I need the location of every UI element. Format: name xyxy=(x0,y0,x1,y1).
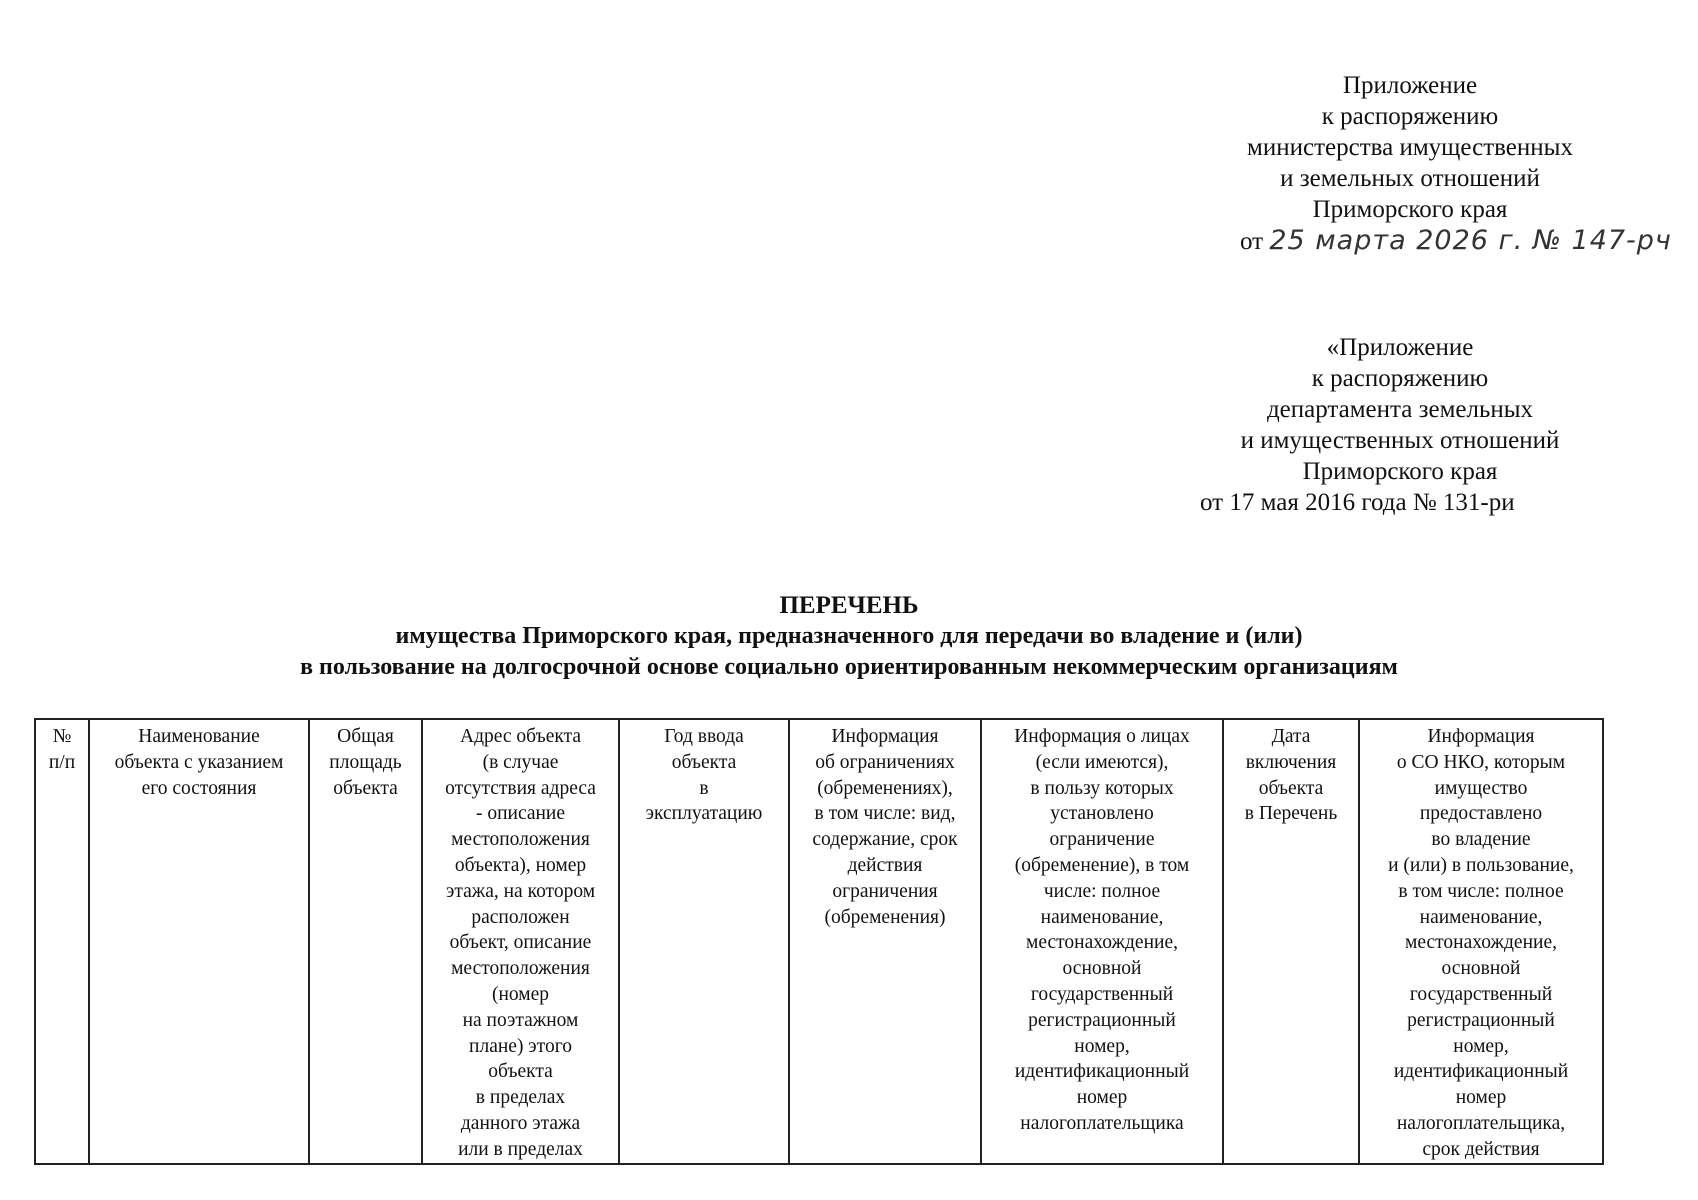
appendix-date-line xyxy=(1180,225,1672,257)
column-header-encumbrances xyxy=(789,719,981,1164)
column-header-line: (если имеются), xyxy=(1035,751,1169,773)
column-header-line: эксплуатацию xyxy=(645,803,763,825)
column-header-address xyxy=(422,719,619,1164)
column-header-line: регистрационный xyxy=(1407,1009,1555,1031)
column-header-inclusion-date xyxy=(1223,719,1359,1164)
column-header-line: о СО НКО, которым xyxy=(1396,751,1566,773)
column-header-area xyxy=(309,719,422,1164)
column-header-line: (в случае xyxy=(482,751,559,773)
column-header-line: объекта xyxy=(333,777,398,799)
column-header-line: идентификационный xyxy=(1014,1061,1190,1083)
appendix-header-line: Приморского края xyxy=(1312,196,1508,223)
column-header-line: местоположения xyxy=(451,829,590,851)
column-header-line: срок действия xyxy=(1422,1138,1540,1160)
column-header-number xyxy=(35,719,89,1164)
column-header-line: Информация о лицах xyxy=(1014,726,1190,747)
column-header-line: на поэтажном xyxy=(462,1009,579,1031)
column-header-nko-info xyxy=(1359,719,1603,1164)
appendix-header-line: к распоряжению xyxy=(1321,103,1499,130)
column-header-line: данного этажа xyxy=(460,1112,581,1134)
column-header-line: в пользу которых xyxy=(1030,777,1174,799)
column-header-line: основной xyxy=(1441,958,1521,980)
column-header-line: идентификационный xyxy=(1393,1061,1569,1083)
title-line-1: имущества Приморского края, предназначенного для передачи во владение и (или) xyxy=(395,623,1303,649)
column-header-line: об ограничениях xyxy=(815,751,955,773)
column-header-line: номер, xyxy=(1074,1035,1130,1057)
column-header-line: имущество xyxy=(1434,777,1528,799)
column-header-line: регистрационный xyxy=(1028,1009,1176,1031)
original-appendix-line: департамента земельных xyxy=(1266,396,1534,423)
column-header-line: расположен xyxy=(471,906,570,928)
column-header-line: - описание xyxy=(475,803,566,825)
appendix-header-line: министерства имущественных xyxy=(1247,134,1573,161)
column-header-line: местонахождение, xyxy=(1405,932,1557,954)
column-header-line: (обременение), в том xyxy=(1014,854,1190,876)
original-appendix-line: «Приложение xyxy=(1326,334,1474,361)
column-header-line: установлено xyxy=(1050,803,1154,825)
column-header-name xyxy=(89,719,309,1164)
column-header-line: номер xyxy=(1076,1087,1128,1109)
title-heading: ПЕРЕЧЕНЬ xyxy=(779,592,919,619)
column-header-line: предоставлено xyxy=(1419,803,1543,825)
column-header-line: содержание, срок xyxy=(812,829,958,851)
column-header-line: № xyxy=(52,726,72,747)
appendix-header-line: Приложение xyxy=(1342,72,1478,99)
column-header-line: (обременениях), xyxy=(817,777,953,799)
column-header-line: действия xyxy=(847,854,923,876)
original-appendix-header xyxy=(1170,332,1630,518)
column-header-line: в том числе: вид, xyxy=(814,803,956,825)
column-header-line: Общая xyxy=(337,726,394,747)
column-header-line: номер xyxy=(1455,1087,1507,1109)
column-header-line: местонахождение, xyxy=(1026,932,1178,954)
column-header-line: государственный xyxy=(1409,983,1553,1005)
column-header-line: п/п xyxy=(48,751,76,773)
column-header-line: Дата xyxy=(1271,726,1311,747)
column-header-line: объект, описание xyxy=(449,932,592,954)
original-appendix-line: и имущественных отношений xyxy=(1240,427,1560,454)
column-header-line: государственный xyxy=(1030,983,1174,1005)
column-header-line: наименование, xyxy=(1040,906,1164,928)
column-header-line: числе: полное xyxy=(1043,880,1161,902)
column-header-line: объекта xyxy=(488,1061,553,1083)
column-header-line: в пределах xyxy=(475,1087,566,1109)
column-header-line: объекта с указанием xyxy=(114,751,284,773)
handwritten-date-number: 25 марта 2026 г. № 147-рч xyxy=(1269,225,1672,256)
table-header-row xyxy=(35,719,1603,1164)
column-header-line: налогоплательщика, xyxy=(1396,1112,1566,1134)
column-header-encumbrance-holders xyxy=(981,719,1223,1164)
column-header-line: Информация xyxy=(1427,726,1535,747)
date-prefix: от xyxy=(1240,228,1264,255)
column-header-line: в том числе: полное xyxy=(1398,880,1564,902)
original-appendix-date: от 17 мая 2016 года № 131-ри xyxy=(1200,489,1515,516)
document-title xyxy=(0,590,1698,683)
column-header-line: местоположения xyxy=(451,958,590,980)
column-header-line: Наименование xyxy=(138,726,260,747)
property-list-table xyxy=(34,718,1604,1165)
column-header-year xyxy=(619,719,789,1164)
column-header-line: основной xyxy=(1062,958,1142,980)
appendix-header xyxy=(1180,70,1672,257)
column-header-line: (номер xyxy=(491,983,550,1005)
column-header-line: и (или) в пользование, xyxy=(1388,854,1574,876)
original-appendix-line: Приморского края xyxy=(1302,458,1498,485)
column-header-line: включения xyxy=(1245,751,1337,773)
column-header-line: (обременения) xyxy=(824,906,946,928)
column-header-line: налогоплательщика xyxy=(1020,1112,1184,1134)
column-header-line: ограничение xyxy=(1049,829,1155,851)
column-header-line: его состояния xyxy=(141,777,257,799)
column-header-line: Информация xyxy=(831,726,939,747)
column-header-line: площадь xyxy=(329,751,402,773)
column-header-line: в Перечень xyxy=(1244,803,1338,825)
original-appendix-line: к распоряжению xyxy=(1311,365,1489,392)
column-header-line: во владение xyxy=(1431,829,1531,851)
column-header-line: Адрес объекта xyxy=(460,726,581,747)
column-header-line: объекта xyxy=(1258,777,1324,799)
title-line-2: в пользование на долгосрочной основе социально ориентированным некоммерческим организациям xyxy=(300,654,1398,680)
column-header-line: объекта xyxy=(671,751,737,773)
column-header-line: номер, xyxy=(1453,1035,1509,1057)
appendix-header-line: и земельных отношений xyxy=(1280,165,1540,192)
column-header-line: в xyxy=(699,777,709,799)
column-header-line: или в пределах xyxy=(458,1138,583,1160)
column-header-line: наименование, xyxy=(1419,906,1543,928)
column-header-line: этажа, на котором xyxy=(445,880,596,902)
column-header-line: объекта), номер xyxy=(454,854,587,876)
column-header-line: отсутствия адреса xyxy=(445,777,596,799)
column-header-line: Год ввода xyxy=(664,726,744,747)
column-header-line: плане) этого xyxy=(469,1035,572,1057)
column-header-line: ограничения xyxy=(832,880,938,902)
